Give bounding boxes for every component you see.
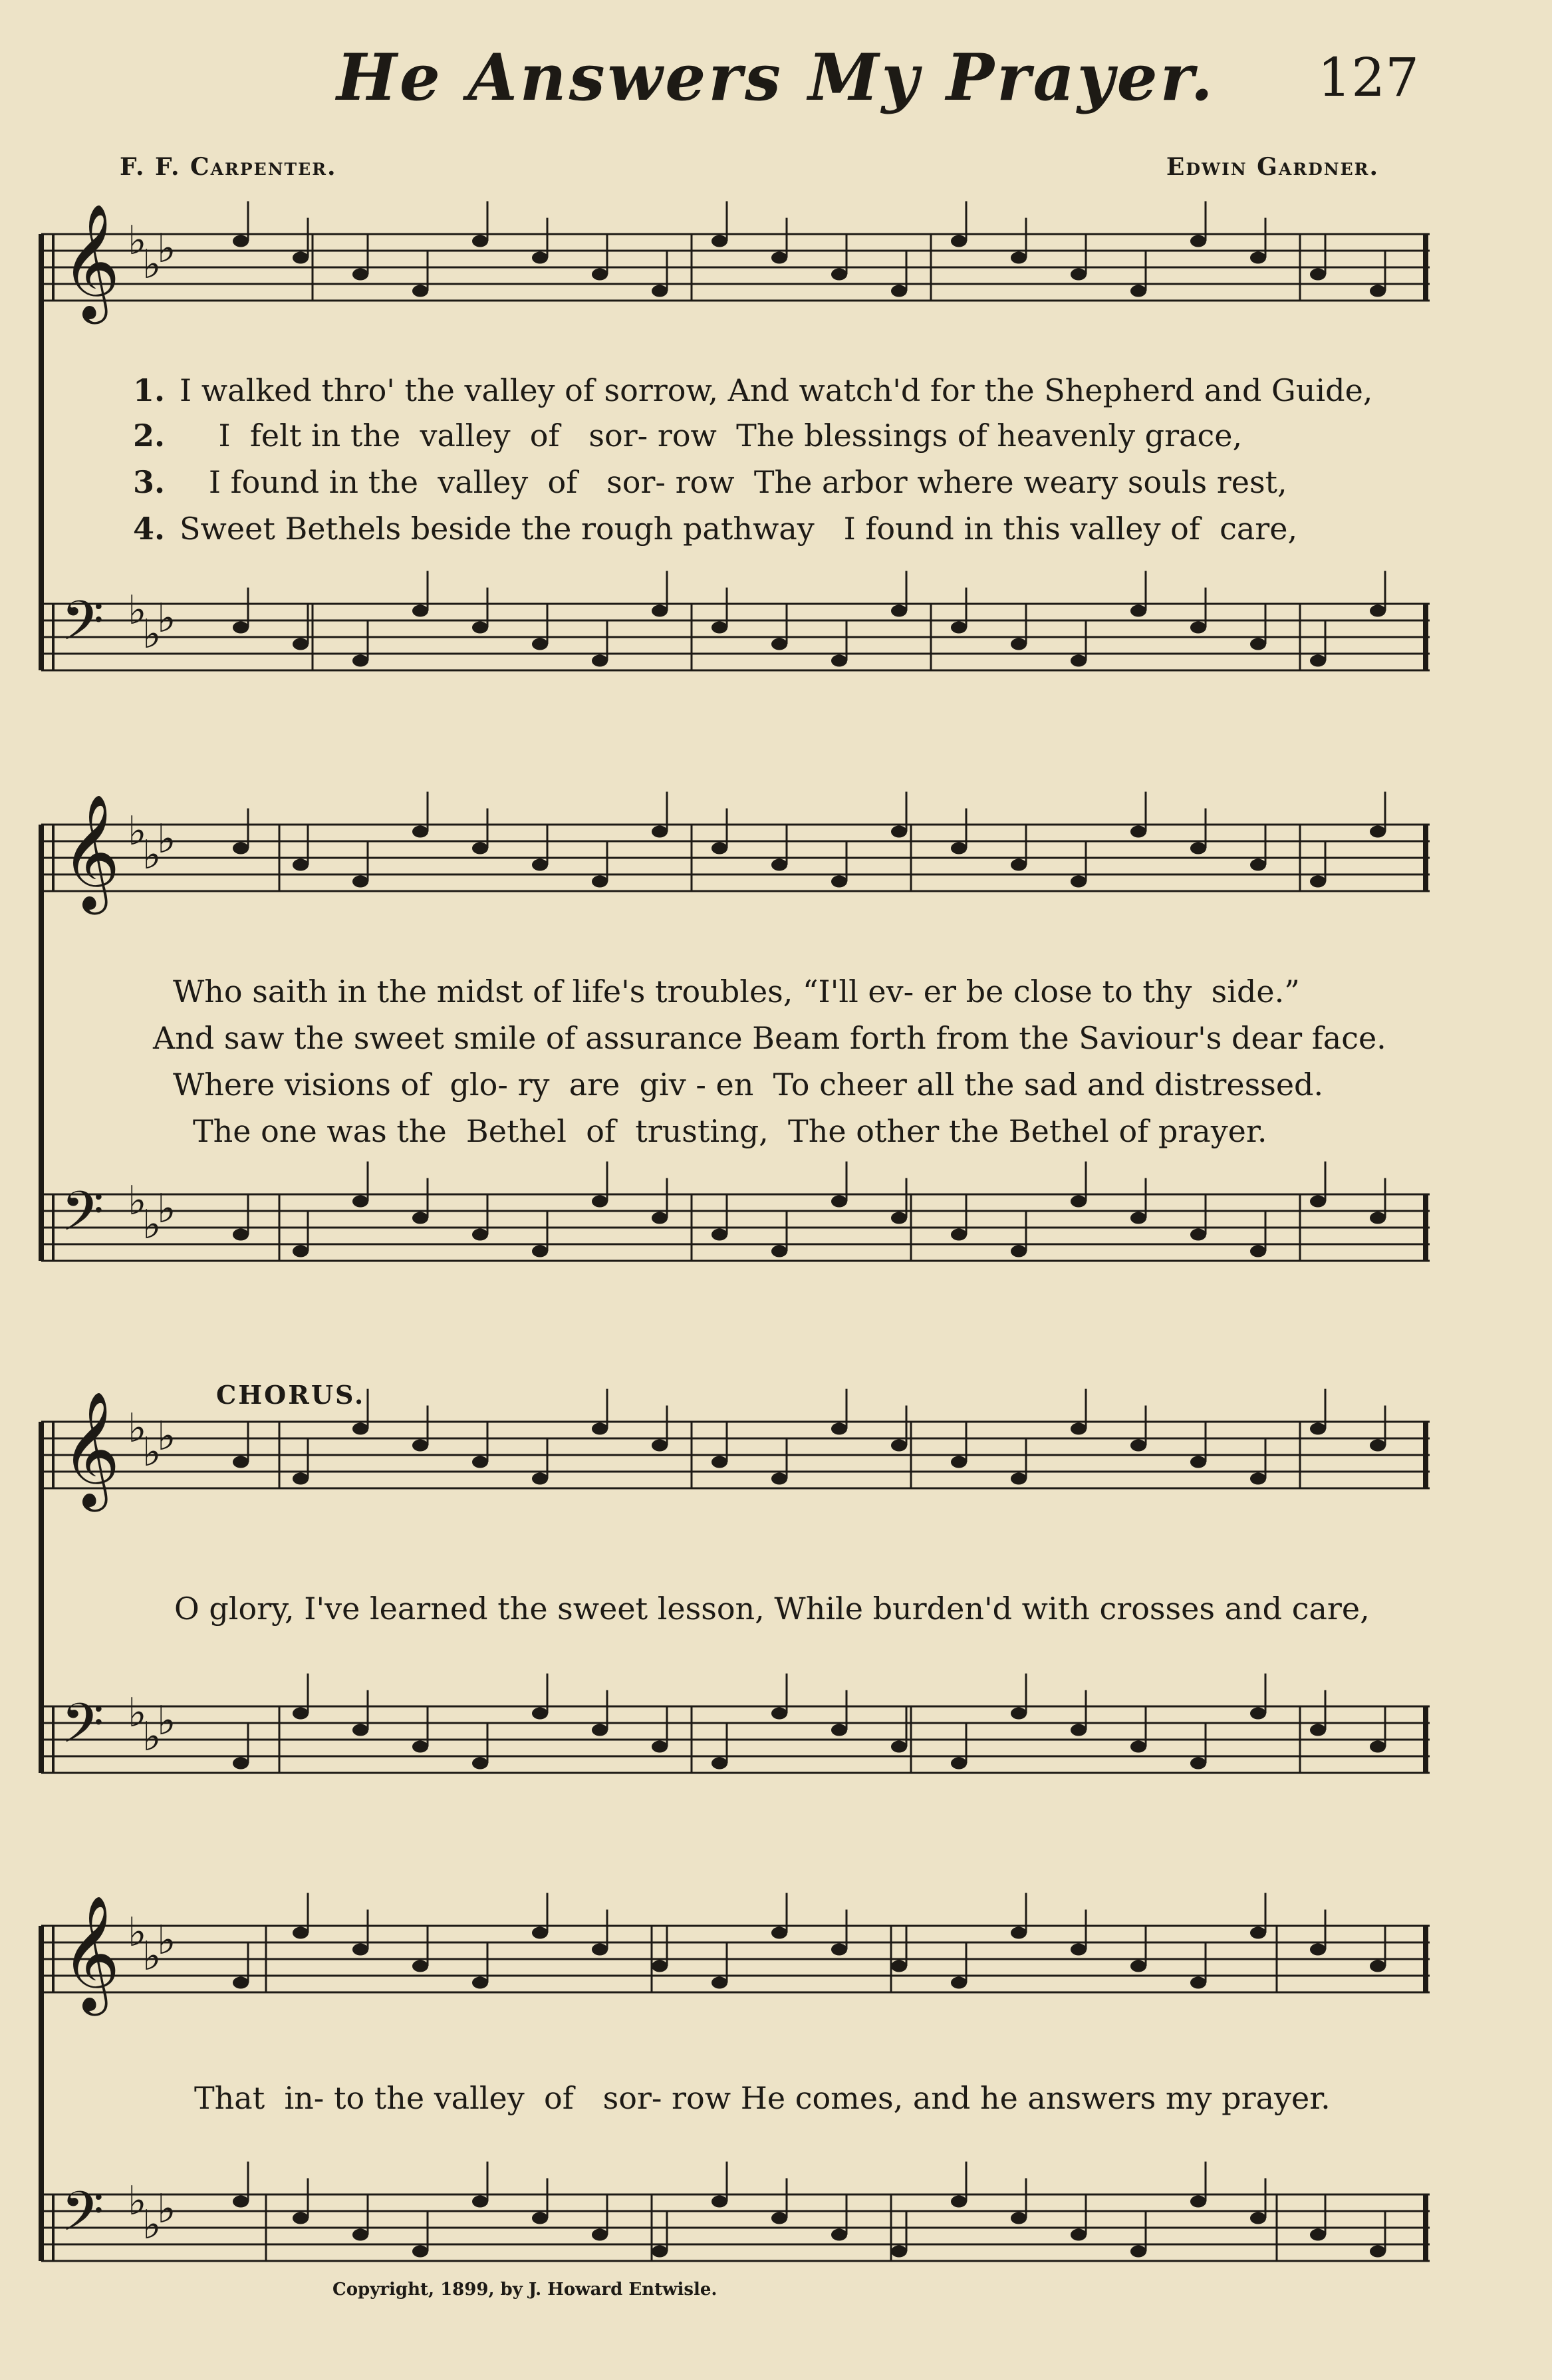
note-head [1190, 622, 1206, 634]
note-head [1011, 1473, 1027, 1485]
note-head [951, 1758, 967, 1770]
bass-clef-icon: 𝄢 [61, 2179, 104, 2257]
note-head [771, 638, 787, 650]
note-head [293, 1246, 309, 1257]
page-title: He Answers My Prayer. [336, 40, 1216, 115]
note-head [652, 1960, 668, 1972]
note-head [472, 2196, 488, 2208]
note-head [1130, 285, 1146, 297]
note-head [1130, 826, 1146, 838]
bass-clef-icon: 𝄢 [61, 589, 104, 666]
verse-number: 3. [133, 464, 166, 500]
note-head [891, 1440, 907, 1452]
note-head [652, 1440, 668, 1452]
note-head [951, 1229, 967, 1241]
note-head [1071, 2229, 1087, 2241]
note-head [1370, 605, 1386, 617]
note-head [293, 2212, 309, 2224]
note-head [233, 1456, 249, 1468]
note-head [352, 1944, 368, 1956]
note-head [711, 2196, 727, 2208]
note-head [1250, 252, 1266, 264]
note-head [1250, 859, 1266, 871]
note-head [1011, 1927, 1027, 1939]
note-head [352, 269, 368, 281]
note-head [951, 2196, 967, 2208]
note-head [652, 285, 668, 297]
note-head [652, 1741, 668, 1753]
flat-icon: ♭ [142, 832, 162, 878]
note-head [1250, 1246, 1266, 1257]
note-head [1310, 655, 1326, 667]
lyricist-credit: F. F. Carpenter. [120, 153, 337, 181]
verse-number: 2. [133, 418, 166, 454]
note-head [1370, 1212, 1386, 1224]
note-head [831, 1196, 847, 1208]
note-head [951, 843, 967, 855]
note-head [951, 1977, 967, 1989]
note-head [233, 843, 249, 855]
note-head [412, 826, 428, 838]
note-head [352, 1423, 368, 1435]
note-head [352, 2229, 368, 2241]
note-head [233, 1758, 249, 1770]
note-head [1011, 1708, 1027, 1720]
note-head [233, 1229, 249, 1241]
note-head [1071, 269, 1087, 281]
note-head [472, 622, 488, 634]
note-head [831, 655, 847, 667]
note-head [1310, 269, 1326, 281]
note-head [1011, 2212, 1027, 2224]
verse-number: 1. [133, 372, 166, 408]
note-head [352, 876, 368, 888]
note-head [652, 1212, 668, 1224]
note-head [1130, 1440, 1146, 1452]
flat-icon: ♭ [128, 587, 147, 634]
copyright-notice: Copyright, 1899, by J. Howard Entwisle. [332, 2280, 717, 2300]
note-head [472, 235, 488, 247]
note-head [412, 2246, 428, 2258]
page-number: 127 [1317, 47, 1419, 108]
note-head [652, 2246, 668, 2258]
flat-icon: ♭ [157, 1917, 176, 1964]
treble-clef-icon: 𝄞 [61, 1895, 120, 2011]
chorus-line-1: O glory, I've learned the sweet lesson, While burden'd with crosses and care, [174, 1591, 1370, 1627]
note-head [412, 605, 428, 617]
note-head [771, 1246, 787, 1257]
note-head [831, 2229, 847, 2241]
note-head [532, 252, 548, 264]
note-head [293, 859, 309, 871]
note-head [891, 605, 907, 617]
flat-icon: ♭ [128, 808, 147, 855]
note-head [1250, 1708, 1266, 1720]
note-head [831, 1423, 847, 1435]
note-head [891, 826, 907, 838]
flat-icon: ♭ [142, 241, 162, 288]
note-head [1250, 1473, 1266, 1485]
note-head [412, 1960, 428, 1972]
flat-icon: ♭ [128, 1405, 147, 1452]
note-head [532, 1473, 548, 1485]
note-head [532, 638, 548, 650]
note-head [711, 843, 727, 855]
note-head [711, 235, 727, 247]
bass-clef-icon: 𝄢 [61, 1691, 104, 1769]
note-head [592, 1724, 608, 1736]
note-head [831, 1724, 847, 1736]
lyric-text: I felt in the valley of sor- row The blessings of heavenly grace, [180, 418, 1243, 454]
note-head [711, 1758, 727, 1770]
note-head [1071, 1944, 1087, 1956]
lyric-text: I walked thro' the valley of sorrow, And watch'd for the Shepherd and Guide, [180, 372, 1373, 408]
flat-icon: ♭ [128, 1178, 147, 1224]
note-head [1190, 1456, 1206, 1468]
flat-icon: ♭ [157, 1698, 176, 1744]
note-head [293, 1927, 309, 1939]
note-head [711, 622, 727, 634]
flat-icon: ♭ [128, 1690, 147, 1736]
note-head [1190, 843, 1206, 855]
treble-clef-icon: 𝄞 [61, 203, 120, 319]
note-head [352, 1196, 368, 1208]
note-head [412, 1212, 428, 1224]
verse-number: 4. [133, 511, 166, 547]
note-head [711, 1456, 727, 1468]
flat-icon: ♭ [157, 1186, 176, 1232]
verse-1-line-2: Who saith in the midst of life's troubles, “I'll ev- er be close to thy side.” [173, 974, 1300, 1009]
note-head [1071, 1724, 1087, 1736]
flat-icon: ♭ [142, 2202, 162, 2248]
flat-icon: ♭ [142, 611, 162, 658]
verse-4-line-2: The one was the Bethel of trusting, The other the Bethel of prayer. [193, 1113, 1267, 1149]
note-head [472, 1977, 488, 1989]
note-head [1310, 876, 1326, 888]
flat-icon: ♭ [128, 217, 147, 264]
note-head [532, 1708, 548, 1720]
flat-icon: ♭ [142, 1714, 162, 1760]
note-head [412, 1440, 428, 1452]
note-head [1190, 2196, 1206, 2208]
note-head [1370, 1960, 1386, 1972]
note-head [1310, 2229, 1326, 2241]
note-head [1370, 826, 1386, 838]
note-head [831, 876, 847, 888]
flat-icon: ♭ [142, 1933, 162, 1980]
chorus-line-2: That in- to the valley of sor- row He comes, and he answers my prayer. [194, 2080, 1331, 2116]
note-head [1370, 1741, 1386, 1753]
note-head [1130, 2246, 1146, 2258]
verse-3-line-1 [133, 464, 1287, 500]
note-head [472, 843, 488, 855]
note-head [951, 1456, 967, 1468]
note-head [532, 859, 548, 871]
lyric-text: I found in the valley of sor- row The arbor where weary souls rest, [180, 464, 1287, 500]
note-head [293, 638, 309, 650]
flat-icon: ♭ [128, 2178, 147, 2224]
note-head [891, 1741, 907, 1753]
note-head [831, 1944, 847, 1956]
note-head [1250, 2212, 1266, 2224]
note-head [1190, 1977, 1206, 1989]
flat-icon: ♭ [157, 816, 176, 862]
note-head [1370, 285, 1386, 297]
bass-clef-icon: 𝄢 [61, 1179, 104, 1257]
verse-1-line-1 [133, 372, 1372, 408]
note-head [472, 1758, 488, 1770]
note-head [592, 269, 608, 281]
note-head [412, 285, 428, 297]
flat-icon: ♭ [128, 1909, 147, 1956]
note-head [1130, 1960, 1146, 1972]
flat-icon: ♭ [157, 225, 176, 272]
note-head [831, 269, 847, 281]
note-head [592, 2229, 608, 2241]
flat-icon: ♭ [142, 1202, 162, 1248]
note-head [1190, 1229, 1206, 1241]
verse-2-line-2: And saw the sweet smile of assurance Beam forth from the Saviour's dear face. [153, 1020, 1386, 1056]
note-head [592, 1196, 608, 1208]
note-head [1370, 2246, 1386, 2258]
note-head [1071, 1196, 1087, 1208]
note-head [1130, 1212, 1146, 1224]
lyric-text: Sweet Bethels beside the rough pathway I found in this valley of care, [180, 511, 1298, 547]
note-head [1190, 1758, 1206, 1770]
note-head [1130, 605, 1146, 617]
note-head [233, 1977, 249, 1989]
note-head [412, 1741, 428, 1753]
note-head [771, 1708, 787, 1720]
treble-clef-icon: 𝄞 [61, 794, 120, 910]
note-head [1011, 859, 1027, 871]
note-head [1310, 1423, 1326, 1435]
note-head [1011, 638, 1027, 650]
note-head [1310, 1724, 1326, 1736]
note-head [592, 1944, 608, 1956]
chorus-label: CHORUS. [216, 1380, 366, 1410]
verse-3-line-2: Where visions of glo- ry are giv - en To cheer all the sad and distressed. [173, 1067, 1324, 1103]
note-head [1310, 1944, 1326, 1956]
note-head [1011, 252, 1027, 264]
note-head [1250, 1927, 1266, 1939]
note-head [472, 1229, 488, 1241]
note-head [1370, 1440, 1386, 1452]
note-head [771, 1473, 787, 1485]
note-head [1071, 1423, 1087, 1435]
note-head [891, 1960, 907, 1972]
note-head [1071, 655, 1087, 667]
note-head [951, 235, 967, 247]
note-head [532, 2212, 548, 2224]
note-head [352, 655, 368, 667]
note-head [891, 285, 907, 297]
note-head [592, 876, 608, 888]
note-head [293, 1473, 309, 1485]
note-head [771, 252, 787, 264]
note-head [711, 1977, 727, 1989]
note-head [233, 2196, 249, 2208]
flat-icon: ♭ [142, 1429, 162, 1476]
note-head [951, 622, 967, 634]
note-head [652, 826, 668, 838]
note-head [771, 2212, 787, 2224]
note-head [891, 2246, 907, 2258]
flat-icon: ♭ [157, 1413, 176, 1460]
note-head [1130, 1741, 1146, 1753]
note-head [1011, 1246, 1027, 1257]
note-head [1310, 1196, 1326, 1208]
note-head [293, 1708, 309, 1720]
verse-4-line-1 [133, 511, 1297, 547]
flat-icon: ♭ [157, 2186, 176, 2232]
note-head [652, 605, 668, 617]
note-head [771, 1927, 787, 1939]
note-head [532, 1246, 548, 1257]
note-head [592, 655, 608, 667]
note-head [293, 252, 309, 264]
note-head [233, 235, 249, 247]
note-head [592, 1423, 608, 1435]
flat-icon: ♭ [157, 595, 176, 642]
note-head [233, 622, 249, 634]
note-head [891, 1212, 907, 1224]
composer-credit: Edwin Gardner. [1166, 153, 1379, 181]
note-head [1071, 876, 1087, 888]
treble-clef-icon: 𝄞 [61, 1391, 120, 1507]
verse-2-line-1 [133, 418, 1242, 454]
note-head [1190, 235, 1206, 247]
note-head [472, 1456, 488, 1468]
note-head [352, 1724, 368, 1736]
note-head [771, 859, 787, 871]
note-head [711, 1229, 727, 1241]
note-head [1250, 638, 1266, 650]
note-head [532, 1927, 548, 1939]
